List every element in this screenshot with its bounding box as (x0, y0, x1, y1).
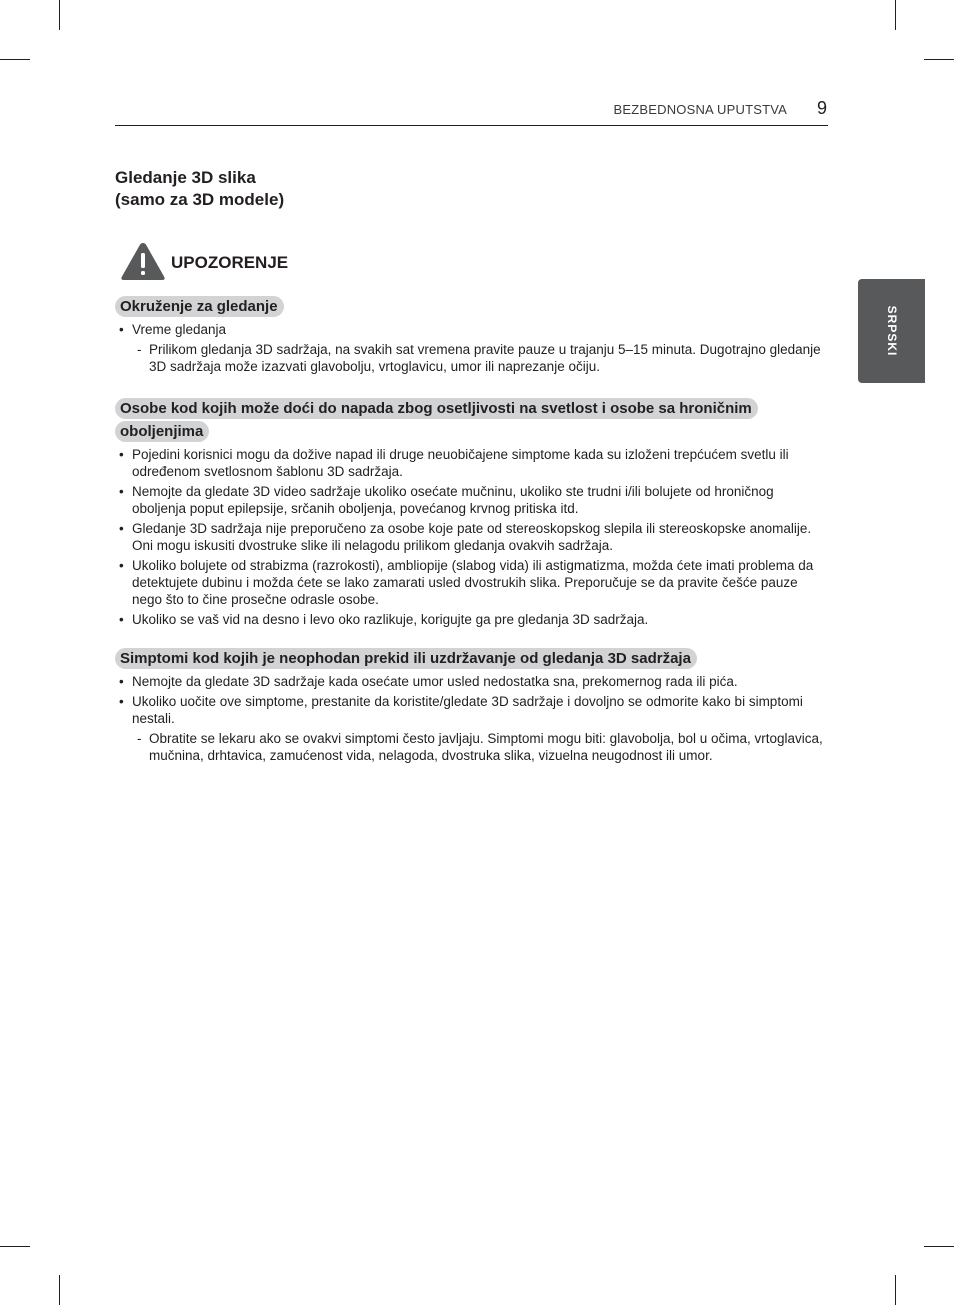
list-item: • Pojedini korisnici mogu da dožive napad ili druge neuobičajene simptome kada su izloženi trepćućem svetlu ili određenom svetlosnom šablonu 3D sadržaja. (115, 446, 831, 480)
sensitivity-heading: Osobe kod kojih može doći do napada zbog osetljivosti na svetlost i osobe sa hroničnim oboljenjima (115, 397, 831, 443)
sensitivity-list (115, 446, 831, 628)
section-title-line1: Gledanje 3D slika (115, 168, 256, 187)
sub-list (132, 341, 831, 375)
list-item: • Ukoliko uočite ove simptome, prestanite da koristite/gledate 3D sadržaje i dovoljno se odmorite kako bi simptomi nestali. - Obratite se lekaru ako se ovakvi simptomi često javljaju. Simptomi mogu biti: glavobolja, bol u očima, vrtoglavica, mučnina, drhtavica, zamućenost vida, nelagoda, dvostruka slika, vizuelna neugodnost ili umor. (115, 693, 831, 764)
list-item: • Ukoliko se vaš vid na desno i levo oko razlikuje, korigujte ga pre gledanja 3D sadržaja. (115, 611, 831, 628)
sub-list (132, 730, 831, 764)
sub-list-item: - Prilikom gledanja 3D sadržaja, na svakih sat vremena pravite pauze u trajanju 5–15 minuta. Dugotrajno gledanje 3D sadržaja može izazvati glavobolju, vrtoglavicu, umor ili naprezanje očiju. (132, 341, 831, 375)
environment-heading: Okruženje za gledanje (115, 296, 831, 318)
symptoms-list (115, 673, 831, 764)
section-title (115, 167, 831, 211)
list-item: • Ukoliko bolujete od strabizma (razrokosti), ambliopije (slabog vida) ili astigmatizma, možda ćete imati problema da detektujete dubinu i možda ćete se lako zamarati usled dvostrukih slika. Preporučuje se da pravite češće pauze nego što to čine prosečne odrasle osobe. (115, 557, 831, 608)
list-item: • Nemojte da gledate 3D sadržaje kada osećate umor usled nedostatka sna, prekomernog rada ili pića. (115, 673, 831, 690)
crop-mark (924, 1246, 954, 1247)
main-content (115, 167, 831, 767)
header-divider (115, 125, 828, 126)
warning-label: UPOZORENJE (171, 253, 289, 272)
language-tab-label: SRPSKI (884, 305, 899, 357)
page-number: 9 (817, 98, 828, 118)
language-tab (858, 279, 925, 383)
list-item: • Nemojte da gledate 3D video sadržaje ukoliko osećate mučninu, ukoliko ste trudni i/ili bolujete od hroničnog oboljenja poput epilepsije, srčanih oboljenja, povećanog krvnog pritiska itd. (115, 483, 831, 517)
crop-mark (0, 59, 30, 60)
crop-mark (59, 1275, 60, 1305)
warning-triangle-icon (120, 241, 166, 282)
symptoms-heading: Simptomi kod kojih je neophodan prekid ili uzdržavanje od gledanja 3D sadržaja (115, 648, 831, 670)
crop-mark (895, 1275, 896, 1305)
list-item: • Vreme gledanja - Prilikom gledanja 3D sadržaja, na svakih sat vremena pravite pauze u trajanju 5–15 minuta. Dugotrajno gledanje 3D sadržaja može izazvati glavobolju, vrtoglavicu, umor ili naprezanje očiju. (115, 321, 831, 375)
running-header-title: BEZBEDNOSNA UPUTSTVA (613, 102, 787, 117)
section-title-line2: (samo za 3D modele) (115, 190, 285, 209)
list-item: • Gledanje 3D sadržaja nije preporučeno za osobe koje pate od stereoskopskog slepila ili stereoskopske anomalije. Oni mogu iskusiti dvostruke slike ili nelagodu prilikom gledanja ovakvih sadržaja. (115, 520, 831, 554)
crop-mark (59, 0, 60, 30)
crop-mark (924, 59, 954, 60)
sub-list-item: - Obratite se lekaru ako se ovakvi simptomi često javljaju. Simptomi mogu biti: glavobolja, bol u očima, vrtoglavica, mučnina, drhtavica, zamućenost vida, nelagoda, dvostruka slika, vizuelna neugodnost ili umor. (132, 730, 831, 764)
crop-mark (895, 0, 896, 30)
environment-list (115, 321, 831, 375)
warning-block (120, 241, 831, 282)
crop-mark (0, 1246, 30, 1247)
